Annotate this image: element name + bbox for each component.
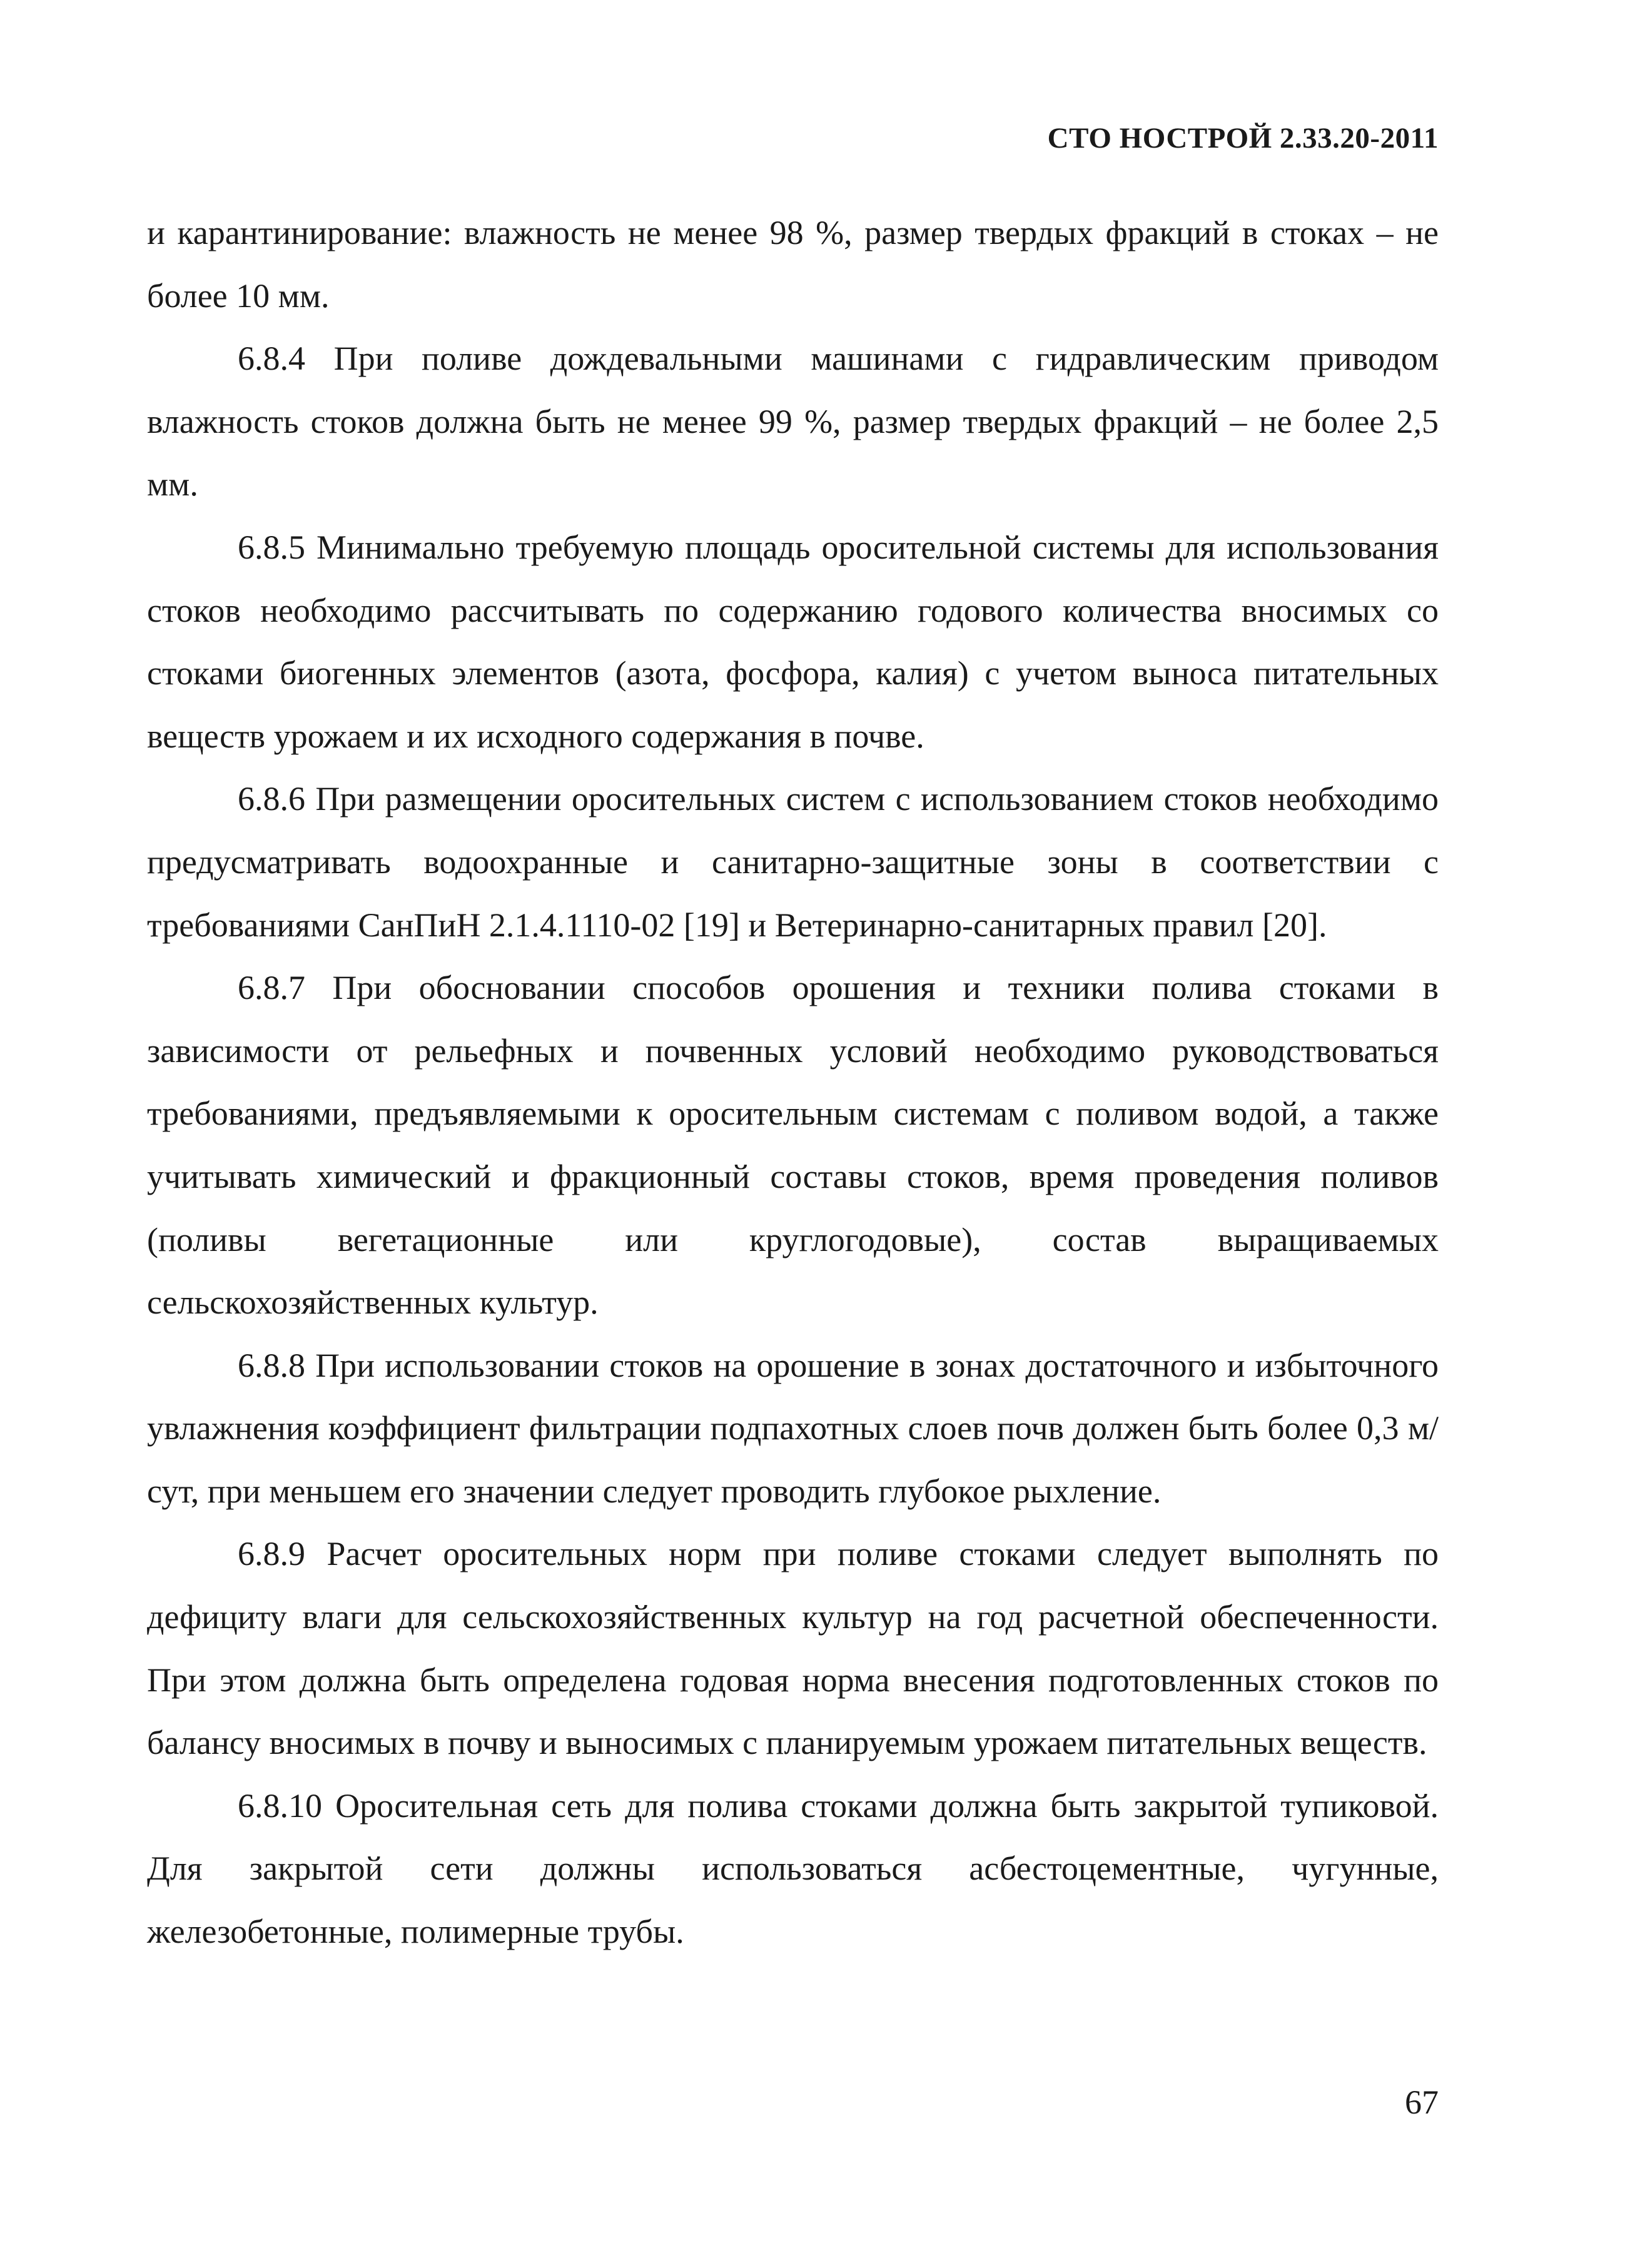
document-body — [147, 201, 1439, 1963]
paragraph-6-8-9: 6.8.9 Расчет оросительных норм при поливе стоками следует выполнять по дефициту влаги для сельскохозяйственных культур на год расчетной обеспеченности. При этом должна быть определена годовая норма внесения подготовленных стоков по балансу вносимых в почву и выносимых с планируемым урожаем питательных веществ. — [147, 1535, 1439, 1762]
paragraph-6-8-7: 6.8.7 При обосновании способов орошения и техники полива стоками в зависимости от рельефных и почвенных условий необходимо руководствоваться требованиями, предъявляемыми к оросительным системам с поливом водой, а также учитывать химический и фракционный составы стоков, время проведения поливов (поливы вегетационные или круглогодовые), состав выращиваемых сельскохозяйственных культур. — [147, 969, 1439, 1322]
paragraph-6-8-6: 6.8.6 При размещении оросительных систем с использованием стоков необходимо предусматривать водоохранные и санитарно-защитные зоны в соответствии с требованиями СанПиН 2.1.4.1110-02 [19] и Ветеринарно-санитарных правил [20]. — [147, 780, 1439, 944]
page-number: 67 — [1405, 2083, 1439, 2121]
paragraph-continuation: и карантинирование: влажность не менее 98 %, размер твердых фракций в стоках – не более 10 мм. — [147, 214, 1439, 315]
document-code-header: СТО НОСТРОЙ 2.33.20-2011 — [1047, 122, 1439, 154]
paragraph-6-8-10: 6.8.10 Оросительная сеть для полива стоками должна быть закрытой тупиковой. Для закрытой сети должны использоваться асбестоцементные, чугунные, железобетонные, полимерные трубы. — [147, 1786, 1439, 1951]
paragraph-6-8-8: 6.8.8 При использовании стоков на орошение в зонах достаточного и избыточного увлажнения коэффициент фильтрации подпахотных слоев почв должен быть более 0,3 м/сут, при меньшем его значении следует проводить глубокое рыхление. — [147, 1346, 1439, 1510]
paragraph-6-8-4: 6.8.4 При поливе дождевальными машинами с гидравлическим приводом влажность стоков должна быть не менее 99 %, размер твердых фракций – не более 2,5 мм. — [147, 340, 1439, 504]
paragraph-6-8-5: 6.8.5 Минимально требуемую площадь оросительной системы для использования стоков необходимо рассчитывать по содержанию годового количества вносимых со стоками биогенных элементов (азота, фосфора, калия) с учетом выноса питательных веществ урожаем и их исходного содержания в почве. — [147, 528, 1439, 755]
